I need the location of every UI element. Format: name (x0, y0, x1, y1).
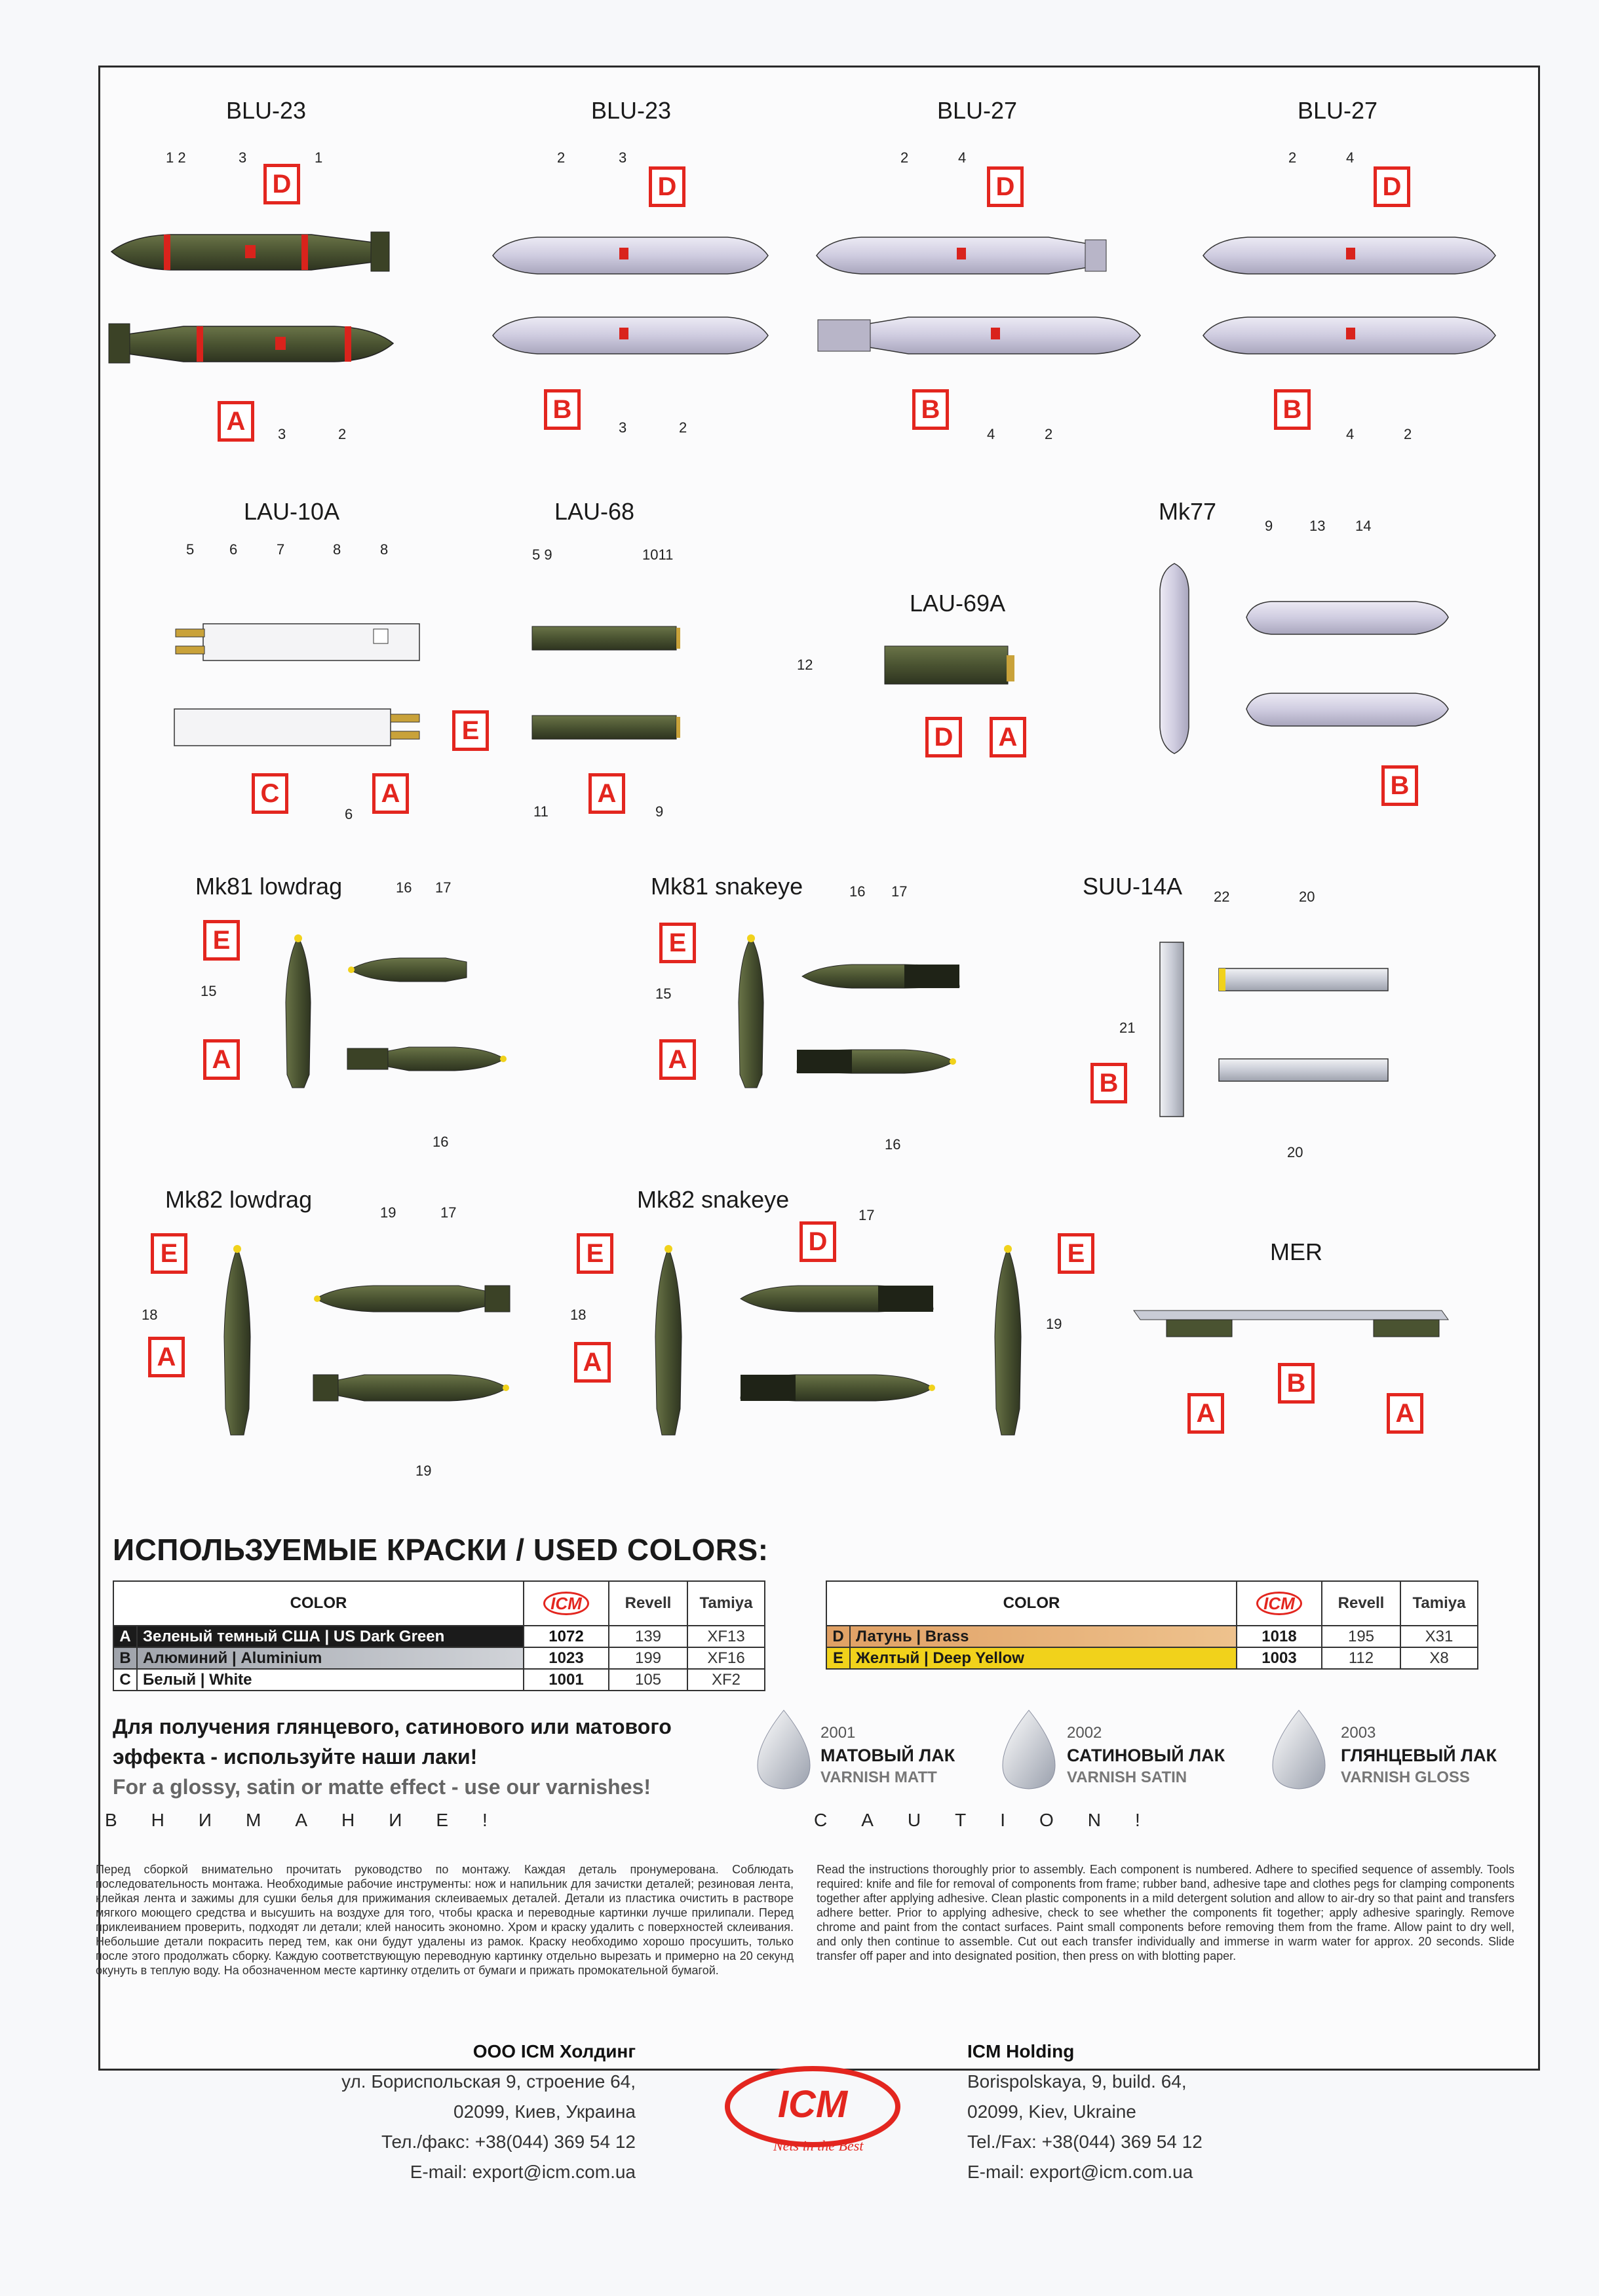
col-icm-header (1237, 1581, 1322, 1626)
callout: 19 (380, 1204, 396, 1221)
title-mk82-snakeye: Mk82 snakeye (637, 1186, 790, 1213)
color-name: Желтый | Deep Yellow (850, 1647, 1237, 1669)
lau68-bottom (532, 716, 680, 739)
mk82-lowdrag-vertical (224, 1245, 250, 1435)
icm-code: 1023 (524, 1647, 609, 1669)
callout: 16 (885, 1136, 901, 1153)
paint-badge-a: A (574, 1342, 611, 1383)
title-lau69a: LAU-69A (910, 590, 1006, 617)
revell-code: 112 (1322, 1647, 1400, 1669)
blu27b-top (1203, 237, 1495, 274)
mk81-snakeye-bottom (797, 1050, 956, 1073)
callout: 20 (1299, 889, 1315, 905)
paint-badge-e: E (151, 1233, 187, 1274)
varnish-satin (1067, 1722, 1225, 1789)
blu27-top (817, 237, 1106, 274)
mk81-lowdrag-top (348, 958, 467, 982)
color-letter: A (113, 1626, 137, 1647)
blu23-alu-bottom (493, 317, 768, 354)
callout: 5 (186, 541, 195, 558)
phone-line: Tel./Fax: +38(044) 369 54 12 (967, 2132, 1203, 2152)
mk81-snakeye-top (802, 965, 959, 988)
varnish-ru-line2: эффекта - используйте наши лаки! (113, 1745, 478, 1769)
mer-rack (1134, 1311, 1448, 1337)
varnish-ru-line1: Для получения глянцевого, сатинового или матового (113, 1715, 672, 1738)
color-letter: C (113, 1669, 137, 1691)
paint-badge-a: A (659, 1039, 696, 1080)
colors-table-right (826, 1580, 1478, 1670)
callout: 6 (229, 541, 238, 558)
callout: 18 (142, 1307, 158, 1323)
lau69a (885, 646, 1014, 684)
color-letter: D (826, 1626, 850, 1647)
company-name-en: ICM Holding (967, 2041, 1075, 2061)
callout: 1 2 (166, 149, 186, 166)
color-name: Белый | White (137, 1669, 524, 1691)
title-blu27-a: BLU-27 (937, 97, 1018, 124)
title-blu23-b: BLU-23 (591, 97, 672, 124)
mk82-snakeye-vertical-2 (995, 1245, 1021, 1435)
title-mk77: Mk77 (1159, 498, 1217, 525)
address-line: 02099, Киев, Украина (453, 2101, 636, 2122)
used-colors-heading: ИСПОЛЬЗУЕМЫЕ КРАСКИ / USED COLORS: (113, 1533, 769, 1567)
color-letter: E (826, 1647, 850, 1669)
callout: 3 (619, 149, 627, 166)
callout: 5 9 (532, 546, 552, 563)
callout: 14 (1355, 518, 1372, 534)
mk82-snakeye-bottom (741, 1375, 935, 1401)
paint-badge-a: A (218, 401, 254, 442)
address-ru (328, 2037, 636, 2187)
paint-badge-b: B (1090, 1063, 1127, 1103)
callout: 15 (201, 983, 217, 999)
callout: 19 (1046, 1316, 1062, 1332)
suu14a-bottom (1219, 1059, 1388, 1081)
varnish-code: 2002 (1067, 1724, 1102, 1742)
callout: 2 (338, 426, 347, 442)
col-revell-header: Revell (1322, 1581, 1400, 1626)
title-mk81-lowdrag: Mk81 lowdrag (195, 873, 343, 900)
callout: 6 (345, 806, 353, 822)
col-revell-header: Revell (609, 1581, 687, 1626)
callout: 8 (380, 541, 389, 558)
title-mer: MER (1270, 1238, 1322, 1265)
varnish-ru: ГЛЯНЦЕВЫЙ ЛАК (1341, 1746, 1497, 1765)
icm-code: 1001 (524, 1669, 609, 1691)
table-row (113, 1647, 765, 1669)
title-blu23-a: BLU-23 (226, 97, 307, 124)
mk82-lowdrag-bottom (313, 1375, 509, 1401)
icm-logo-icon: ICM (1256, 1592, 1302, 1615)
address-line: Borispolskaya, 9, build. 64, (967, 2071, 1187, 2092)
varnish-en: VARNISH SATIN (1067, 1769, 1187, 1786)
caution-text-en: Read the instructions thoroughly prior to assembly. Each component is numbered. Adhere to specified sequence of assembly. Tools required: knife and file for removal of components from frame; rubber band, adhesive tape and clothes pegs for clamping components together after applying adhesive. Clean plastic components in a mild detergent solution and allow to air-dry so that paint and transfers adhere better. Prior to applying adhesive, check to see whether the components fit together; apply adhesive sparingly. Remove chrome and paint from the contact surfaces. Paint small components before removing them from the frame. Allow paint to dry well, and only then continue to assemble. Cut out each transfer individually and immerse in warm water for approx. 20 seconds. Slide transfer off paper and into designated position, then press on with blotting paper. (817, 1863, 1514, 1962)
blu23-green-top (111, 232, 389, 271)
title-mk82-lowdrag: Mk82 lowdrag (165, 1186, 313, 1213)
callout: 1011 (642, 546, 674, 563)
tamiya-code: X31 (1400, 1626, 1478, 1647)
mk82-snakeye-top (741, 1286, 933, 1312)
mk77-top (1246, 602, 1448, 634)
caution-heading-ru: ВНИМАНИЕ! (105, 1810, 522, 1830)
paint-badge-e: E (577, 1233, 613, 1274)
varnish-gloss (1341, 1722, 1497, 1789)
callout: 2 (1288, 149, 1297, 166)
lau10a-top (176, 624, 419, 660)
varnish-promo (113, 1712, 672, 1802)
table-header-row (113, 1581, 765, 1626)
blu27-bottom (818, 317, 1140, 354)
callout: 16 (396, 879, 412, 896)
callout: 17 (440, 1204, 457, 1221)
colors-table-left (113, 1580, 765, 1691)
varnish-matt (820, 1722, 955, 1789)
paint-badge-e: E (1058, 1233, 1094, 1274)
color-letter: B (113, 1647, 137, 1669)
address-en (967, 2037, 1203, 2187)
mk81-lowdrag-bottom (347, 1047, 507, 1071)
blu23-alu-top (493, 237, 768, 274)
callout: 4 (958, 149, 967, 166)
paint-badge-b: B (1278, 1363, 1315, 1404)
color-name: Латунь | Brass (850, 1626, 1237, 1647)
mk81-snakeye-vertical (739, 934, 763, 1088)
callout: 8 (333, 541, 341, 558)
caution-heading-en: CAUTION! (814, 1810, 1174, 1830)
icm-logo-icon: ICM (543, 1592, 589, 1615)
col-tamiya-header: Tamiya (1400, 1581, 1478, 1626)
paint-badge-a: A (1387, 1393, 1423, 1434)
callout: 3 (278, 426, 286, 442)
varnish-ru: САТИНОВЫЙ ЛАК (1067, 1746, 1225, 1765)
col-tamiya-header: Tamiya (687, 1581, 765, 1626)
callout: 18 (570, 1307, 587, 1323)
paint-badge-e: E (659, 923, 696, 963)
paint-badge-b: B (1274, 389, 1311, 430)
callout: 3 (239, 149, 247, 166)
callout: 9 (655, 803, 664, 820)
lau10a-bottom (174, 709, 419, 746)
address-line: ул. Бориспольская 9, строение 64, (341, 2071, 636, 2092)
company-name-ru: ООО ICM Холдинг (472, 2041, 636, 2061)
callout: 17 (435, 879, 452, 896)
mk77-bottom (1246, 693, 1448, 726)
callout: 22 (1214, 889, 1230, 905)
tamiya-code: X8 (1400, 1647, 1478, 1669)
callout: 16 (433, 1134, 449, 1150)
paint-badge-d: D (987, 166, 1024, 207)
phone-line: Тел./факс: +38(044) 369 54 12 (381, 2132, 636, 2152)
callout: 7 (277, 541, 285, 558)
paint-badge-e: E (203, 920, 240, 961)
blu27b-bottom (1203, 317, 1495, 354)
tamiya-code: XF16 (687, 1647, 765, 1669)
paint-badge-e: E (452, 710, 489, 751)
table-header-row (826, 1581, 1478, 1626)
col-color-header: COLOR (826, 1581, 1237, 1626)
paint-badge-a: A (148, 1337, 185, 1377)
tamiya-code: XF2 (687, 1669, 765, 1691)
mk77-vertical (1160, 564, 1189, 754)
paint-badge-d: D (1374, 166, 1410, 207)
callout: 17 (858, 1207, 875, 1223)
caution-text-ru: Перед сборкой внимательно прочитать руководство по монтажу. Каждая деталь пронумерована. Соблюдать последовательность монтажа. Необходимые рабочие инструменты: нож и напильник для зачистки деталей; резиновая лента, клейкая лента и зажимы для сушки белья для прижимания склеиваемых деталей. Детали из пластика очистить в растворе мягкого моющего средства и высушить на воздухе для того, чтобы краска и переводные картинки лучше прилипали. Перед приклеиванием проверить, подходят ли детали; клей наносить экономно. Хром и краску удалить с поверхностей склеивания. Небольшие детали покрасить перед тем, как они будут удалены из рамок. Краску необходимо хорошо просушить, только после этого продолжать сборку. Каждую соответствующую переводную картинку отдельно вырезать и примерно на 20 секунд окунуть в теплую воду. На обозначенном месте картинку отделить от бумаги и прижать промокательной бумагой. (96, 1863, 794, 1977)
address-line: 02099, Kiev, Ukraine (967, 2101, 1136, 2122)
callout: 13 (1309, 518, 1326, 534)
mk81-lowdrag-vertical (286, 934, 311, 1088)
paint-badge-b: B (1381, 765, 1418, 806)
email-line: E-mail: export@icm.com.ua (967, 2162, 1193, 2182)
callout: 1 (315, 149, 323, 166)
varnish-en: VARNISH MATT (820, 1769, 937, 1786)
callout: 11 (533, 803, 549, 820)
revell-code: 105 (609, 1669, 687, 1691)
table-row (113, 1669, 765, 1691)
revell-code: 199 (609, 1647, 687, 1669)
mk82-lowdrag-top (314, 1286, 510, 1312)
varnish-code: 2003 (1341, 1724, 1376, 1742)
varnish-ru: МАТОВЫЙ ЛАК (820, 1746, 955, 1765)
suu14a-vertical (1160, 942, 1184, 1117)
icm-logo-text: ICM (777, 2083, 848, 2126)
icm-code: 1018 (1237, 1626, 1322, 1647)
lau68-top (532, 626, 680, 650)
title-lau10a: LAU-10A (244, 498, 340, 525)
icm-code: 1072 (524, 1626, 609, 1647)
varnish-code: 2001 (820, 1724, 856, 1742)
paint-badge-a: A (1187, 1393, 1224, 1434)
suu14a-top (1219, 968, 1388, 991)
paint-badge-b: B (544, 389, 581, 430)
title-mk81-snakeye: Mk81 snakeye (651, 873, 803, 900)
blu23-green-bottom (109, 324, 393, 363)
paint-badge-a: A (990, 717, 1026, 757)
icm-code: 1003 (1237, 1647, 1322, 1669)
callout: 16 (849, 883, 866, 900)
paint-badge-c: C (252, 773, 288, 814)
paint-badge-d: D (800, 1221, 836, 1262)
table-row (826, 1626, 1478, 1647)
varnish-en: VARNISH GLOSS (1341, 1769, 1470, 1786)
callout: 4 (1346, 149, 1355, 166)
icm-logo-tagline: Nets in the Best (773, 2137, 864, 2154)
varnish-en-line: For a glossy, satin or matte effect - use our varnishes! (113, 1775, 651, 1799)
mk82-snakeye-vertical (655, 1245, 682, 1435)
paint-badge-a: A (588, 773, 625, 814)
callout: 4 (987, 426, 995, 442)
callout: 15 (655, 985, 672, 1002)
color-name: Зеленый темный США | US Dark Green (137, 1626, 524, 1647)
callout: 3 (619, 419, 627, 436)
color-name: Алюминий | Aluminium (137, 1647, 524, 1669)
callout: 20 (1287, 1144, 1303, 1160)
paint-badge-d: D (925, 717, 962, 757)
table-row (113, 1626, 765, 1647)
callout: 2 (1404, 426, 1412, 442)
callout: 21 (1119, 1020, 1136, 1036)
callout: 9 (1265, 518, 1273, 534)
title-blu27-b: BLU-27 (1298, 97, 1378, 124)
col-color-header: COLOR (113, 1581, 524, 1626)
callout: 2 (900, 149, 909, 166)
callout: 2 (679, 419, 687, 436)
paint-badge-a: A (372, 773, 409, 814)
revell-code: 195 (1322, 1626, 1400, 1647)
callout: 2 (557, 149, 566, 166)
paint-badge-a: A (203, 1039, 240, 1080)
email-line: E-mail: export@icm.com.ua (410, 2162, 636, 2182)
callout: 12 (797, 657, 813, 673)
paint-badge-d: D (263, 164, 300, 204)
col-icm-header (524, 1581, 609, 1626)
callout: 19 (415, 1463, 432, 1479)
paint-badge-d: D (649, 166, 685, 207)
title-lau68: LAU-68 (554, 498, 635, 525)
callout: 4 (1346, 426, 1355, 442)
revell-code: 139 (609, 1626, 687, 1647)
tamiya-code: XF13 (687, 1626, 765, 1647)
paint-badge-b: B (912, 389, 949, 430)
table-row (826, 1647, 1478, 1669)
callout: 2 (1045, 426, 1053, 442)
callout: 17 (891, 883, 908, 900)
title-suu14a: SUU-14A (1083, 873, 1183, 900)
